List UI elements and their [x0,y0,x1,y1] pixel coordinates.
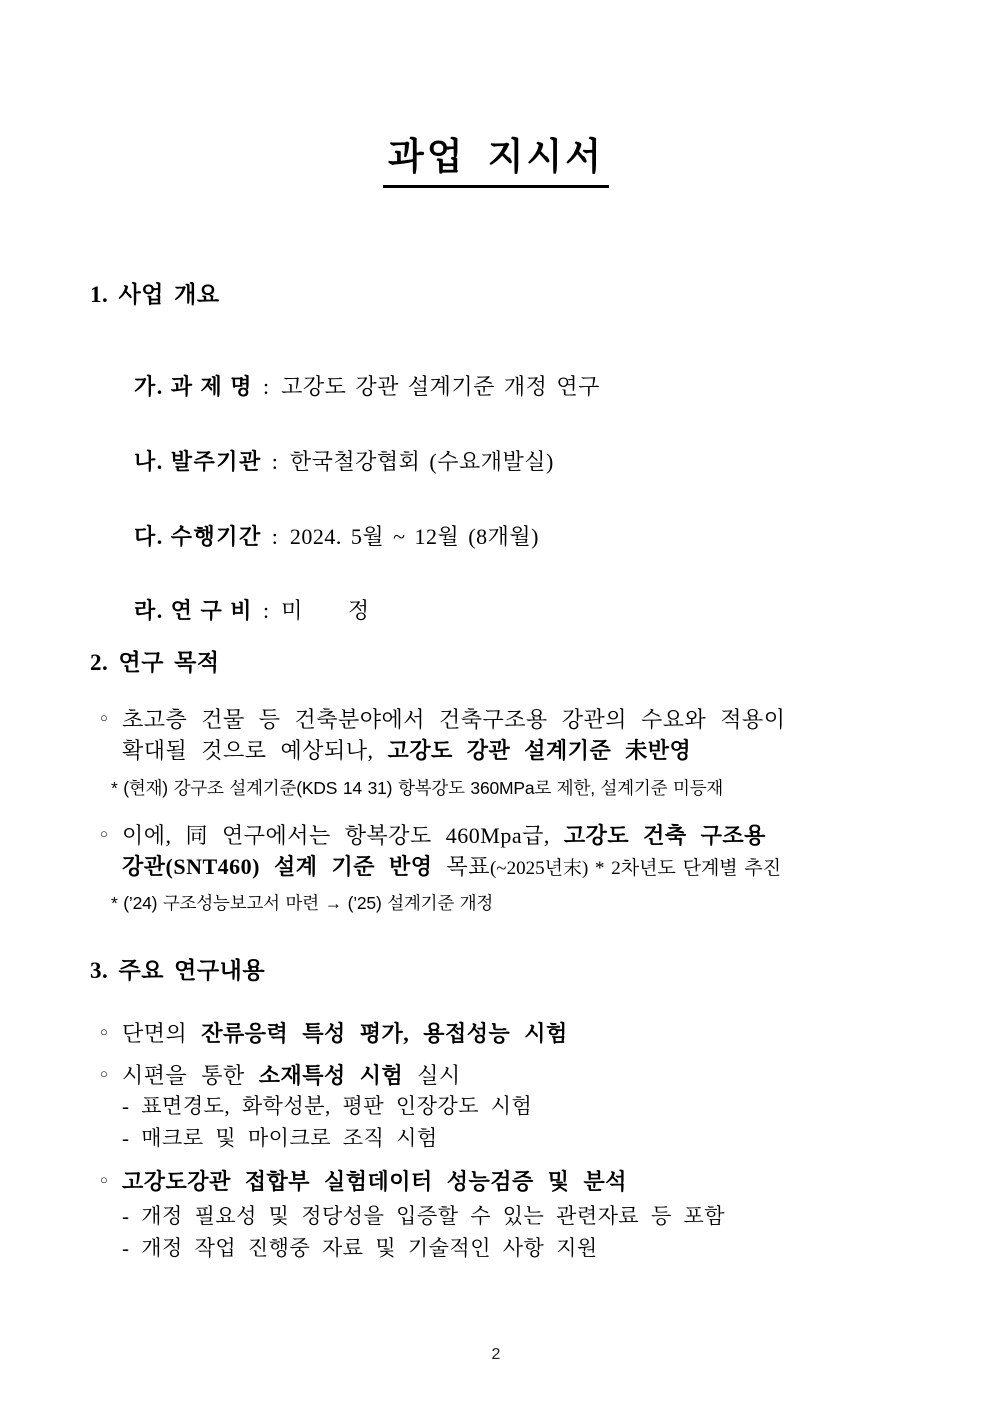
page-title: 과업 지시서 [383,126,609,188]
bullet-text [122,1018,568,1049]
sub-item: - 개정 작업 진행중 자료 및 기술적인 사항 지원 [122,1235,598,1260]
bullet-line [122,735,786,766]
bullet-line [122,820,781,851]
title-block [0,126,992,188]
item-colon: : [263,374,270,399]
section-2-heading: 2. 연구 목적 [90,650,220,675]
item-duration [112,494,539,577]
item-label: 나. 발주기관 [134,449,262,474]
bullet-joint-verification [100,1166,970,1264]
text-run-bold: 고강도 건축 구조용 [563,823,766,848]
bullet-demand-expansion [100,704,940,766]
bullet-line [122,1166,725,1197]
circle-bullet-icon: ○ [100,1024,108,1039]
text-run: 단면의 [122,1021,202,1046]
bullet-text [122,704,786,766]
item-colon: : [271,524,278,549]
sub-item: - 매크로 및 마이크로 조직 시험 [122,1125,438,1150]
bullet-line [122,851,781,884]
circle-bullet-icon: ○ [100,826,108,841]
circle-bullet-icon: ○ [100,1172,108,1187]
bullet-text [122,1060,532,1154]
footnote-current-standard: * (현재) 강구조 설계기준(KDS 14 31) 항복강도 360MPa로 제한, 설계기준 미등재 [111,778,724,798]
item-ordering-agency [112,419,554,502]
item-label: 라. 연 구 비 [134,598,254,623]
item-value: 한국철강협회 (수요개발실) [289,449,554,474]
text-run-bold: 강관(SNT460) 설계 기준 반영 [122,854,433,879]
bullet-text [122,820,781,884]
text-run-bold: 고강도 강관 설계기준 未반영 [387,738,692,763]
bullet-text [122,1166,725,1264]
item-value: 고강도 강관 설계기준 개정 연구 [281,374,600,399]
text-run: 실시 [403,1063,461,1088]
text-run: 시편을 통한 [122,1063,259,1088]
bullet-line [122,704,786,735]
text-run: 목표 [432,854,490,879]
sub-item: - 표면경도, 화학성분, 평판 인장강도 시험 [122,1094,533,1118]
text-run-bold: 고강도강관 접합부 실험데이터 성능검증 및 분석 [122,1169,628,1194]
text-run-bold: 소재특성 시험 [258,1063,404,1088]
text-run: 초고층 건물 등 건축분야에서 건축구조용 강관의 수요와 적용이 [122,707,786,732]
item-colon: : [263,598,270,623]
text-run-small: (~2025년末) * 2차년도 단계별 추진 [489,858,782,879]
item-value: 2024. 5월 ~ 12월 (8개월) [289,524,539,549]
item-project-name [112,344,600,427]
footnote-roadmap: * (’24) 구조성능보고서 마련 → (’25) 설계기준 개정 [111,893,494,913]
sub-item: - 개정 필요성 및 정당성을 입증할 수 있는 관련자료 등 포함 [122,1204,726,1228]
text-run: 이에, 同 연구에서는 항복강도 460Mpa급, [122,823,564,848]
item-colon: : [271,449,278,474]
circle-bullet-icon: ○ [100,710,108,725]
bullet-line [122,1018,568,1049]
section-3-heading: 3. 주요 연구내용 [90,958,266,983]
text-run-bold: 잔류응력 특성 평가, 용접성능 시험 [201,1021,568,1046]
item-research-budget [112,568,370,651]
page-number: 2 [491,1346,501,1363]
bullet-design-standard-goal [100,820,970,884]
item-label: 다. 수행기간 [134,524,262,549]
item-label: 가. 과 제 명 [134,374,254,399]
bullet-residual-stress [100,1018,940,1049]
section-1-heading: 1. 사업 개요 [90,282,220,307]
circle-bullet-icon: ○ [100,1066,108,1081]
item-value: 미 정 [281,598,370,623]
bullet-line [122,1060,532,1091]
text-run: 확대될 것으로 예상되나, [122,738,388,763]
bullet-material-test [100,1060,940,1154]
